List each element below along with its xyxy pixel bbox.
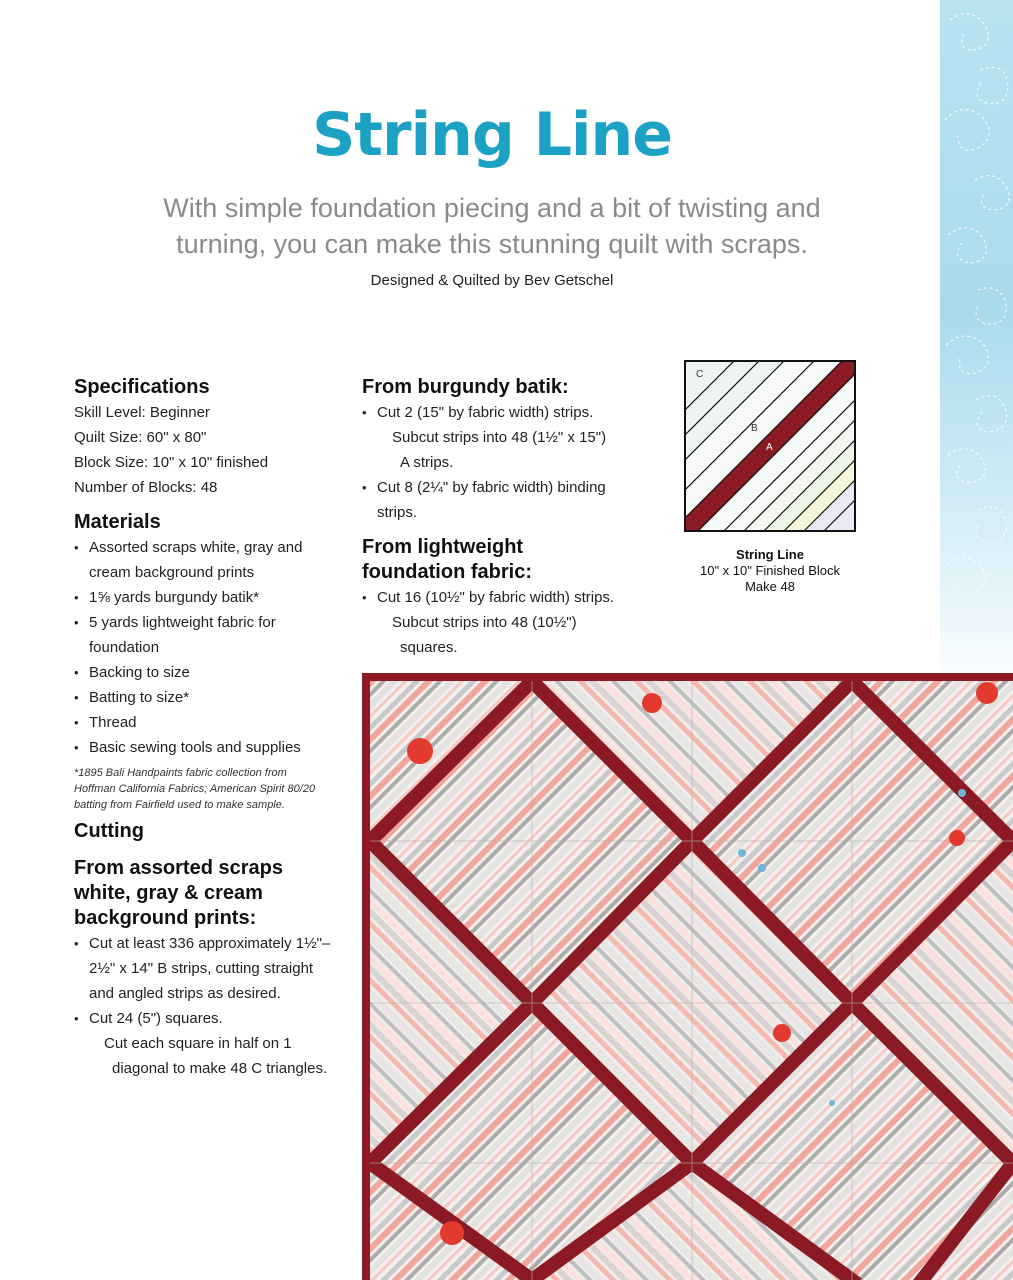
list-item: • Batting to size* <box>74 685 354 710</box>
burgundy-heading: From burgundy batik: <box>362 376 569 398</box>
list-item: • Cut 2 (15" by fabric width) strips. Subcut strips into 48 (1½" x 15") A strips. <box>362 400 652 475</box>
number-of-blocks: Number of Blocks: 48 <box>74 479 218 496</box>
label-c: C <box>696 369 704 380</box>
list-item: • Basic sewing tools and supplies <box>74 735 354 760</box>
subtitle: With simple foundation piecing and a bit of twisting and turning, you can make this stunning quilt with scraps. <box>163 193 821 259</box>
materials-footnote: *1895 Bali Handpaints fabric collection from Hoffman California Fabrics; American Spirit 80/20 batting from Fairfield used to make sample. <box>74 767 316 811</box>
quilt-image <box>362 673 1013 1280</box>
specifications-heading: Specifications <box>74 376 210 398</box>
block-caption: String Line 10" x 10" Finished Block Make 48 <box>699 547 841 594</box>
page-title: String Line <box>312 100 672 170</box>
foundation-heading: From lightweight foundation fabric: <box>362 536 532 583</box>
list-item: • Backing to size <box>74 660 354 685</box>
materials-heading: Materials <box>74 511 161 533</box>
burgundy-cutting-list <box>362 400 652 525</box>
list-item: • Assorted scraps white, gray and cream background prints <box>74 535 354 585</box>
foundation-cutting-list <box>362 585 652 660</box>
list-item: • Cut 8 (2¼" by fabric width) binding strips. <box>362 475 652 525</box>
block-diagram <box>684 360 856 532</box>
list-item: • Thread <box>74 710 354 735</box>
middle-column <box>362 375 652 660</box>
block-size: Block Size: 10" x 10" finished <box>74 454 269 471</box>
list-item: • 5 yards lightweight fabric for foundation <box>74 610 354 660</box>
scraps-heading: From assorted scraps white, gray & cream background prints: <box>74 857 283 929</box>
skill-level: Skill Level: Beginner <box>74 404 210 421</box>
list-item: • Cut 16 (10½" by fabric width) strips. Subcut strips into 48 (10½") squares. <box>362 585 652 660</box>
label-b: B <box>751 423 758 434</box>
list-item: • 1⅝ yards burgundy batik* <box>74 585 354 610</box>
scraps-cutting-list <box>74 931 354 1081</box>
list-item: • Cut at least 336 approximately 1½"– 2½" x 14" B strips, cutting straight and angled strips as desired. <box>74 931 354 1006</box>
left-column <box>74 375 354 1081</box>
label-a: A <box>766 442 773 453</box>
materials-list <box>74 535 354 760</box>
designer-byline: Designed & Quilted by Bev Getschel <box>370 272 614 289</box>
quilt-photo <box>362 673 1013 1280</box>
quilt-size: Quilt Size: 60" x 80" <box>74 429 207 446</box>
cutting-heading: Cutting <box>74 820 144 842</box>
list-item: • Cut 24 (5") squares. Cut each square in half on 1 diagonal to make 48 C triangles. <box>74 1006 354 1081</box>
